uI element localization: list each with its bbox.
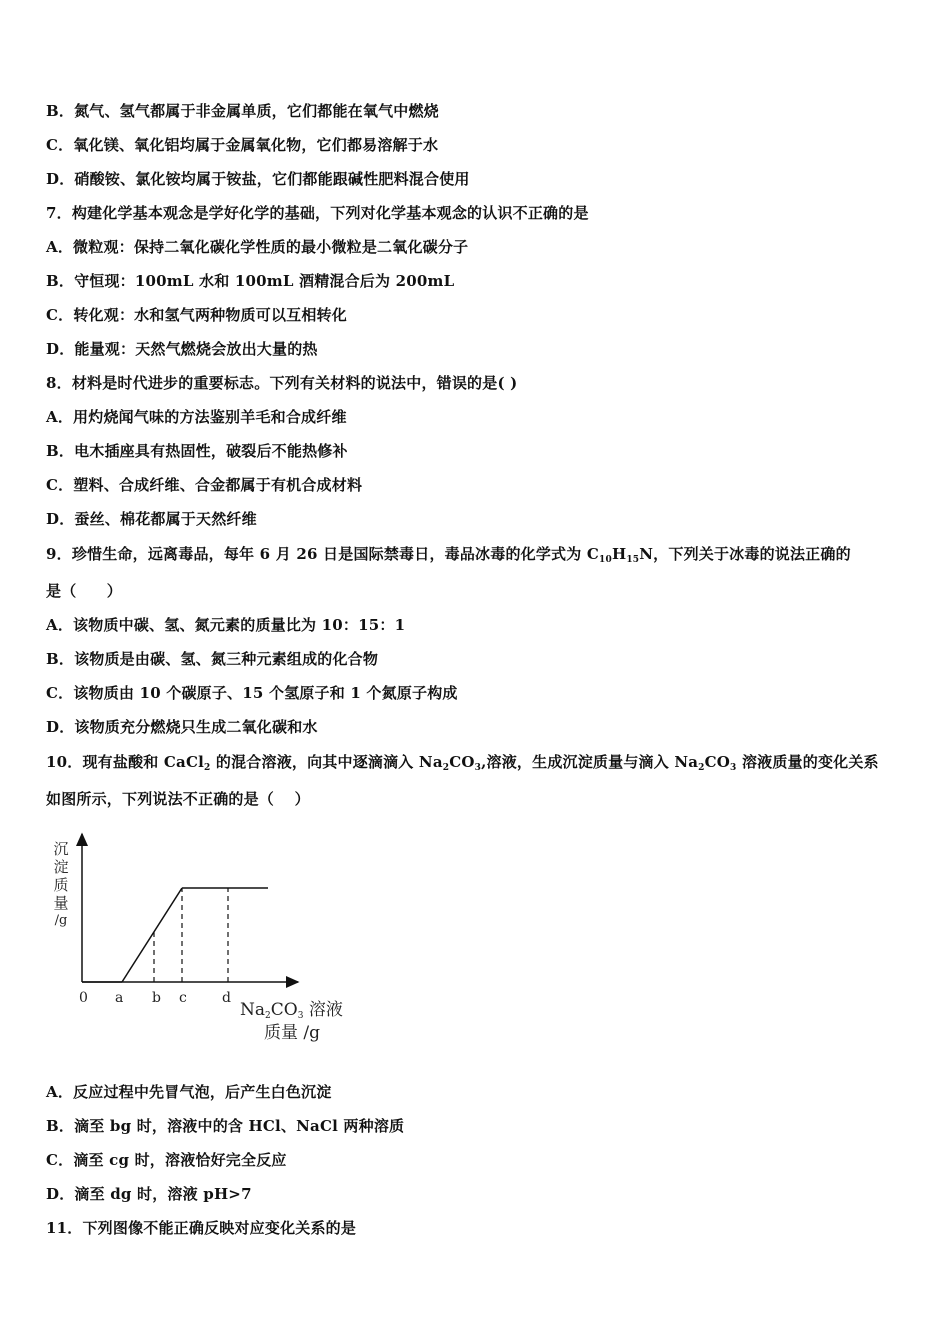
q10-option-d: D．滴至 dg 时，溶液 pH>7 (46, 1185, 252, 1203)
q9-stem-line2: 是（ ） (46, 582, 123, 600)
q10-option-a: A．反应过程中先冒气泡，后产生白色沉淀 (46, 1083, 332, 1101)
y-label-char: 沉 (53, 840, 69, 858)
x-axis-label-line2: 质量 /g (264, 1023, 321, 1043)
q10-option-c: C．滴至 cg 时，溶液恰好完全反应 (46, 1151, 287, 1169)
y-label-char: 质 (53, 876, 69, 894)
q9-option-c: C．该物质由 10 个碳原子、15 个氢原子和 1 个氮原子构成 (46, 684, 458, 702)
q7-option-d: D．能量观：天然气燃烧会放出大量的热 (46, 340, 318, 358)
tick-label-b: b (152, 990, 161, 1006)
q10-stem: 10．现有盐酸和 CaCl$_2$ 的混合溶液，向其中逐滴滴入 $Na_2CO_3$,溶液，生成沉淀质量与滴入 $Na_2CO_3$ 溶液质量的变化关系 (46, 753, 879, 773)
q7-option-b: B．守恒现：100mL 水和 100mL 酒精混合后为 200mL (46, 272, 455, 290)
q9-option-b: B．该物质是由碳、氢、氮三种元素组成的化合物 (46, 650, 379, 668)
q6-option-c: C．氧化镁、氧化铝均属于金属氧化物，它们都易溶解于水 (46, 136, 439, 154)
tick-label-a: a (115, 990, 124, 1006)
q8-option-b: B．电木插座具有热固性，破裂后不能热修补 (46, 442, 348, 460)
y-label-char: 量 (53, 894, 69, 912)
x-axis-label-line1: $Na_2CO_3$ 溶液 (240, 1000, 343, 1021)
q6-option-b: B．氮气、氢气都属于非金属单质，它们都能在氧气中燃烧 (46, 102, 439, 120)
q10-option-b: B．滴至 bg 时，溶液中的含 HCl、NaCl 两种溶质 (46, 1117, 405, 1135)
q8-option-c: C．塑料、合成纤维、合金都属于有机合成材料 (46, 476, 363, 494)
q9-option-a: A．该物质中碳、氢、氮元素的质量比为 10：15：1 (46, 616, 406, 634)
q7-option-c: C．转化观：水和氢气两种物质可以互相转化 (46, 306, 347, 324)
q8-option-a: A．用灼烧闻气味的方法鉴别羊毛和合成纤维 (46, 408, 347, 426)
q9-stem: 9．珍惜生命，远离毒品，每年 6 月 26 日是国际禁毒日，毒品冰毒的化学式为 $C_{10}H_{15}N$，下列关于冰毒的说法正确的 (46, 545, 851, 565)
q8-stem: 8．材料是时代进步的重要标志。下列有关材料的说法中，错误的是( ) (46, 374, 518, 392)
q7-option-a: A．微粒观：保持二氧化碳化学性质的最小微粒是二氧化碳分子 (46, 238, 469, 256)
q8-option-d: D．蚕丝、棉花都属于天然纤维 (46, 510, 257, 528)
q11-stem: 11．下列图像不能正确反映对应变化关系的是 (46, 1219, 357, 1237)
series-segment (122, 888, 182, 982)
y-label-char: 淀 (53, 858, 69, 876)
tick-label-d: d (222, 990, 231, 1006)
q7-stem: 7．构建化学基本观念是学好化学的基础，下列对化学基本观念的认识不正确的是 (46, 204, 589, 222)
y-axis-label (52, 840, 70, 930)
precipitate-chart (46, 830, 366, 1050)
y-label-char: /g (54, 913, 68, 928)
tick-label-0: 0 (79, 990, 88, 1006)
q9-option-d: D．该物质充分燃烧只生成二氧化碳和水 (46, 718, 318, 736)
q10-stem-line2: 如图所示，下列说法不正确的是（ ） (46, 790, 310, 808)
q6-option-d: D．硝酸铵、氯化铵均属于铵盐，它们都能跟碱性肥料混合使用 (46, 170, 470, 188)
tick-label-c: c (179, 990, 187, 1006)
